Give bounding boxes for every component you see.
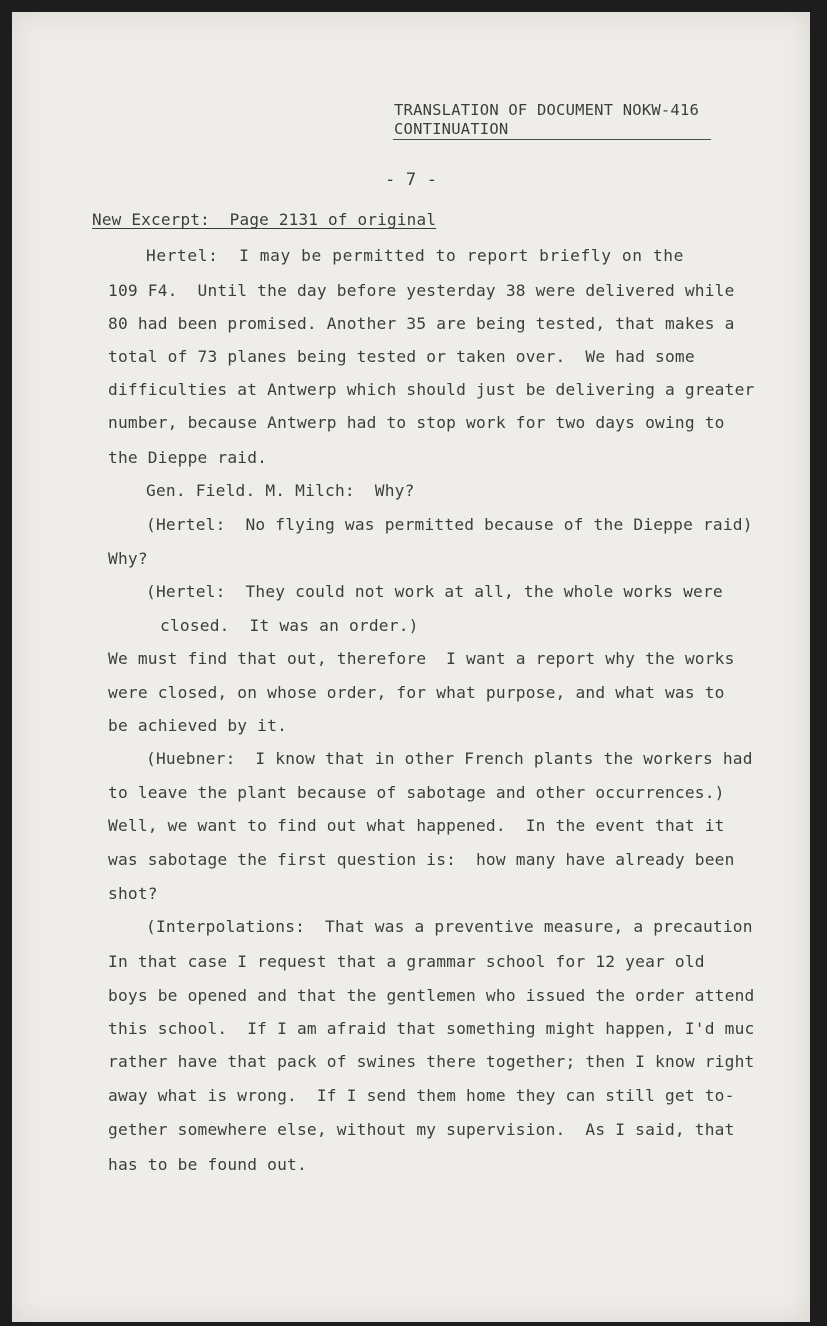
body-line: (Huebner: I know that in other French plants the workers had [146,749,753,768]
body-line: (Interpolations: That was a preventive measure, a precaution [146,917,753,936]
body-line: (Hertel: No flying was permitted because of the Dieppe raid) [146,515,753,534]
page-number: - 7 - [385,170,438,190]
header-rule [393,139,711,140]
body-line: has to be found out. [108,1155,307,1174]
body-line: 80 had been promised. Another 35 are being tested, that makes a [108,314,735,333]
body-line: difficulties at Antwerp which should just be delivering a greater [108,380,755,399]
body-line: (Hertel: They could not work at all, the whole works were [146,582,723,601]
header-continuation: CONTINUATION [394,120,509,138]
body-line: rather have that pack of swines there together; then I know right [108,1052,755,1071]
body-line: 109 F4. Until the day before yesterday 38 were delivered while [108,281,735,300]
body-line: total of 73 planes being tested or taken over. We had some [108,347,695,366]
body-line: be achieved by it. [108,716,288,735]
body-line: this school. If I am afraid that something might happen, I'd muc [108,1019,755,1038]
body-line: boys be opened and that the gentlemen who issued the order attend [108,986,755,1005]
body-line: gether somewhere else, without my supervision. As I said, that [108,1120,735,1139]
body-line: Well, we want to find out what happened. In the event that it [108,816,725,835]
body-line: number, because Antwerp had to stop work for two days owing to [108,413,725,432]
body-line: Hertel: I may be permitted to report briefly on the [146,246,684,265]
header-title: TRANSLATION OF DOCUMENT NOKW-416 [394,101,700,119]
body-line: was sabotage the first question is: how many have already been [108,850,735,869]
body-line: the Dieppe raid. [108,448,268,467]
body-line: were closed, on whose order, for what purpose, and what was to [108,683,725,702]
body-line: Gen. Field. M. Milch: Why? [146,481,415,500]
body-line: closed. It was an order.) [160,616,419,635]
body-line: away what is wrong. If I send them home they can still get to- [108,1086,735,1105]
body-line: shot? [108,884,158,903]
body-line: to leave the plant because of sabotage and other occurrences.) [108,783,725,802]
body-line: Why? [108,549,148,568]
excerpt-heading: New Excerpt: Page 2131 of original [92,210,437,229]
body-line: We must find that out, therefore I want a report why the works [108,649,735,668]
body-line: In that case I request that a grammar school for 12 year old [108,952,705,971]
